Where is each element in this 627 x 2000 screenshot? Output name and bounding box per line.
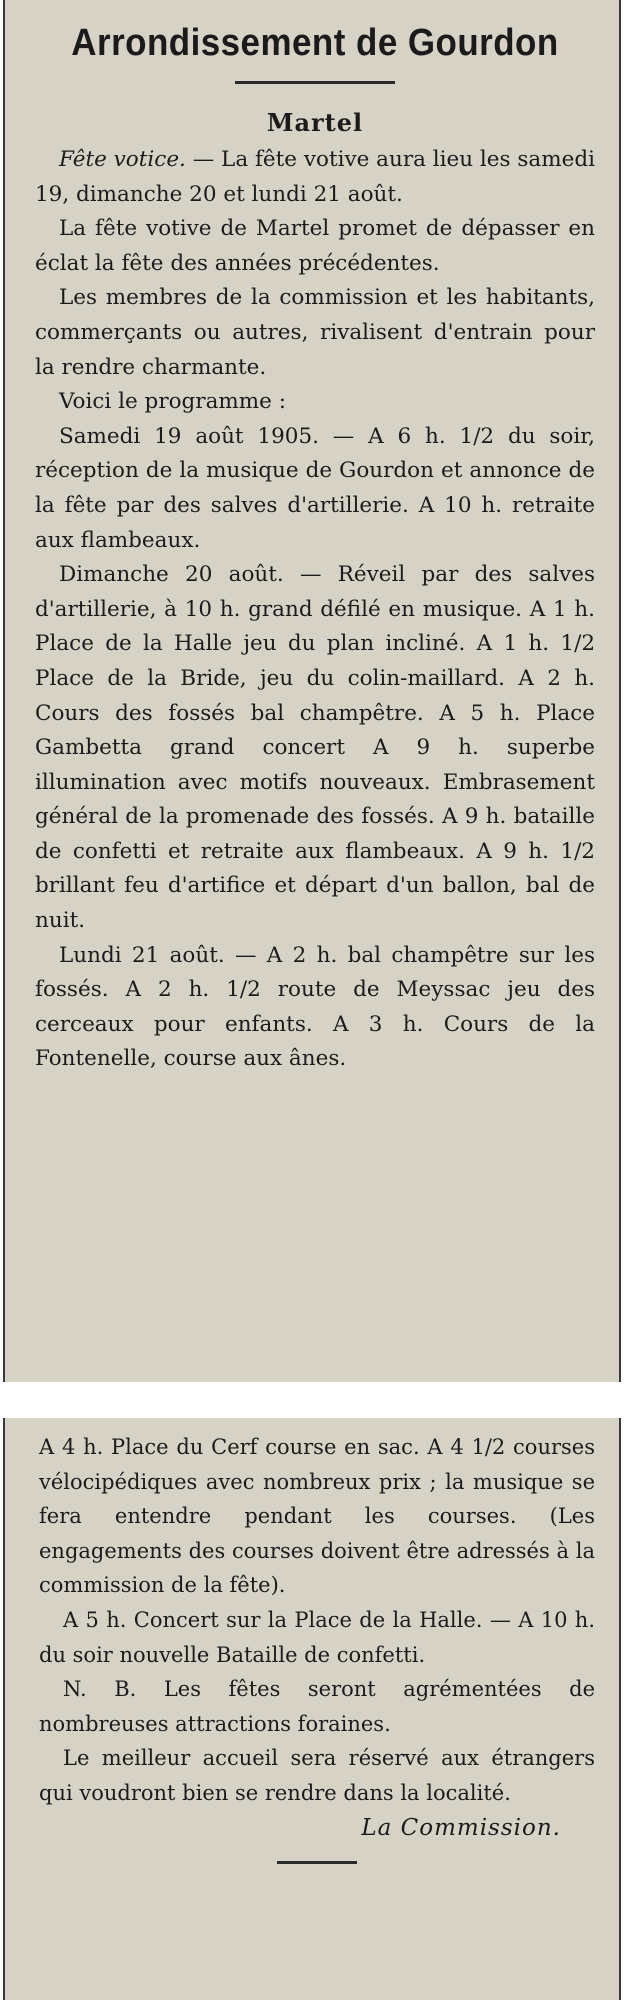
announcement-text: — La fête votive aura lieu les samedi 19, dimanche 20 et lundi 21 août. [35,147,595,207]
paragraph-monday: Lundi 21 août. — A 2 h. bal champêtre sur les fossés. A 2 h. 1/2 route de Meyssac jeu des cerceaux pour enfants. A 3 h. Cours de la Fontenelle, course aux ânes. [35,942,595,1072]
paragraph-announcement [35,143,595,212]
paragraph-sunday: Dimanche 20 août. — Réveil par des salves d'artillerie, à 10 h. grand défilé en musique. A 1 h. Place de la Halle jeu du plan incliné. A 1 h. 1/2 Place de la Bride, jeu du colin-maillard. A 2 h. Cours des fossés bal champêtre. A 5 h. Place Gambetta grand concert A 9 h. superbe illumination avec motifs nouveaux. Embrasement général de la promenade des fossés. A 9 h. bataille de confetti et retraite aux flambeaux. A 9 h. 1/2 brillant feu d'artifice et départ d'un ballon, bal de nuit. [35,562,595,934]
headline: Arrondissement de Gourdon [71,22,559,64]
closing-rule [277,1861,357,1864]
headline-rule [235,81,395,84]
paragraph-promise: La fête votive de Martel promet de dépasser en éclat la fête des années précédentes. [35,216,595,276]
paragraph-nota-bene: N. B. Les fêtes seront agrémentées de nombreuses attractions foraines. [39,1677,595,1736]
section-title: Martel [266,108,364,137]
paragraph-commission: Les membres de la commission et les habitants, commerçants ou autres, rivalisent d'entrain pour la rendre charmante. [35,285,595,380]
paragraph-welcome: Le meilleur accueil sera réservé aux étrangers qui voudront bien se rendre dans la localité. [39,1746,595,1805]
paragraph-saturday: Samedi 19 août 1905. — A 6 h. 1/2 du soir, réception de la musique de Gourdon et annonce de la fête par des salves d'artillerie. A 10 h. retraite aux flambeaux. [35,423,595,553]
paragraph-programme-intro: Voici le programme : [59,389,286,415]
signature: La Commission. [361,1814,561,1841]
newspaper-clipping-bottom [3,1418,621,2000]
paragraph-continuation: A 4 h. Place du Cerf course en sac. A 4 1/2 courses vélocipédiques avec nombreux prix ; la musique se fera entendre pendant les courses. (Les engagements des courses doivent être adressés à la commission de la fête). [39,1435,595,1598]
newspaper-clipping-top [3,0,621,1382]
paragraph-concert: A 5 h. Concert sur la Place de la Halle. — A 10 h. du soir nouvelle Bataille de confetti. [39,1607,595,1667]
lead-phrase: Fête votice. [59,147,186,172]
